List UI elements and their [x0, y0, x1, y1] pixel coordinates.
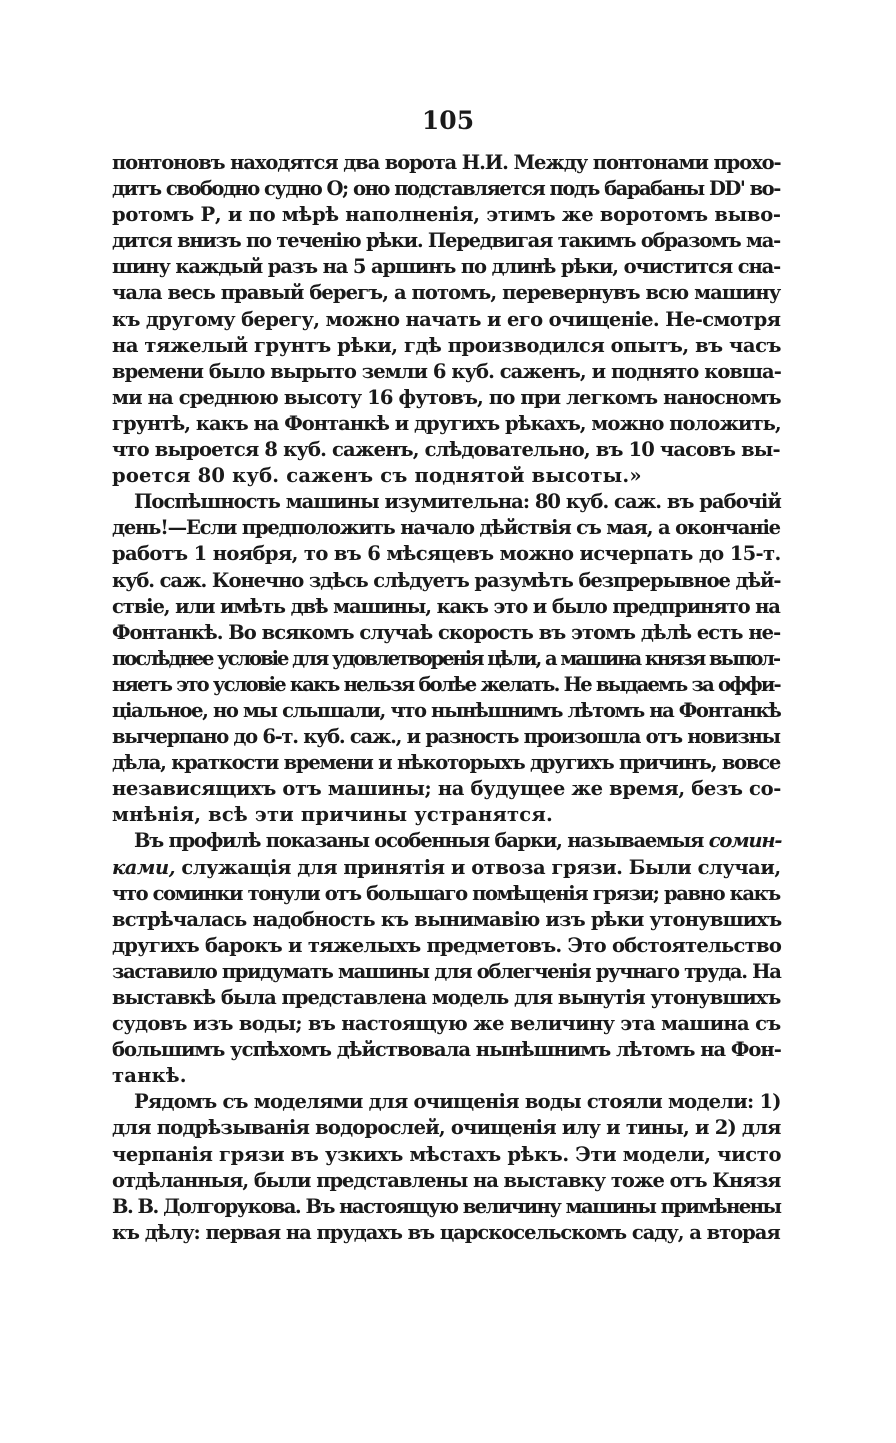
- italic-term: ками,: [112, 855, 176, 879]
- text-line: другихъ барокъ и тяжелыхъ предметовъ. Это обстоятельство: [112, 933, 782, 957]
- text-line: большимъ успѣхомъ дѣйствовала нынѣшнимъ лѣтомъ на Фон-: [112, 1038, 781, 1062]
- text-line: для подрѣзыванія водорослей, очищенія илу и тины, и 2) для: [112, 1116, 781, 1140]
- text-line: Фонтанкѣ. Во всякомъ случаѣ скорость въ этомъ дѣлѣ есть не-: [112, 620, 781, 644]
- text-line: судовъ изъ воды; въ настоящую же величину эта машина съ: [112, 1012, 781, 1036]
- italic-term: сомин-: [708, 829, 782, 853]
- text-line: В. В. Долгорукова. Въ настоящую величину машины примѣнены: [112, 1194, 781, 1218]
- text-line: грунтѣ, какъ на Фонтанкѣ и другихъ рѣкахъ, можно положить,: [112, 411, 781, 435]
- text-run: служащія для принятія и отвоза грязи. Были случаи,: [175, 855, 781, 879]
- body-text: [112, 150, 792, 1246]
- text-line: шину каждый разъ на 5 аршинъ по длинѣ рѣки, очистится сна-: [112, 255, 781, 279]
- text-line: ствіе, или имѣть двѣ машины, какъ это и было предпринято на: [112, 594, 780, 618]
- text-line: что выроется 8 куб. саженъ, слѣдовательно, въ 10 часовъ вы-: [112, 438, 780, 462]
- text-line: мнѣнія, всѣ эти причины устранятся.: [112, 803, 553, 827]
- text-line: няетъ это условіе какъ нельзя болѣе желать. Не выдаемъ за оффи-: [112, 672, 780, 696]
- text-line: черпанія грязи въ узкихъ мѣстахъ рѣкъ. Эти модели, чисто: [112, 1142, 782, 1166]
- text-run: Въ профилѣ показаны особенныя барки, называемыя: [134, 829, 709, 853]
- text-line: что соминки тонули отъ большаго помѣщенія грязи; равно какъ: [112, 881, 780, 905]
- text-line-sominki-1: [112, 828, 792, 854]
- text-line: на тяжелый грунтъ рѣки, гдѣ производился опытъ, въ часъ: [112, 333, 782, 357]
- text-line: отдѣланныя, были представлены на выставку тоже отъ Князя: [112, 1168, 781, 1192]
- text-line: дитъ свободно судно О; оно подставляется подъ барабаны DD' во-: [112, 177, 780, 201]
- text-line: вычерпано до 6-т. куб. саж., и разность произошла отъ новизны: [112, 725, 780, 749]
- text-line: выставкѣ была представлена модель для вынутія утонувшихъ: [112, 986, 781, 1009]
- page-number: 105: [421, 106, 475, 135]
- text-line: чала весь правый берегъ, а потомъ, перевернувъ всю машину: [112, 281, 781, 305]
- text-line: понтоновъ находятся два ворота Н.И. Между понтонами прохо-: [112, 151, 781, 174]
- text-line: послѣднее условіе для удовлетворенія цѣли, а машина князя выпол-: [112, 646, 780, 670]
- text-line: ми на среднюю высоту 16 футовъ, по при легкомъ наносномъ: [112, 385, 781, 409]
- text-line: къ дѣлу: первая на прудахъ въ царскосельскомъ саду, а вторая: [112, 1220, 780, 1244]
- text-line: танкѣ.: [112, 1064, 187, 1088]
- text-line: куб. саж. Конечно здѣсь слѣдуетъ разумѣть безпрерывное дѣй-: [112, 568, 781, 592]
- text-line: день!—Если предположить начало дѣйствія съ мая, а окончаніе: [112, 516, 780, 540]
- text-line: встрѣчалась надобность къ вынимавію изъ рѣки утонувшихъ: [112, 907, 782, 931]
- text-line: Рядомъ съ моделями для очищенія воды стояли модели: 1): [134, 1090, 781, 1114]
- text-line: дится внизъ по теченію рѣки. Передвигая такимъ образомъ ма-: [112, 229, 780, 253]
- text-line: независящихъ отъ машины; на будущее же время, безъ со-: [112, 777, 781, 801]
- text-line: роется 80 куб. саженъ съ поднятой высоты.»: [112, 464, 642, 488]
- text-line-sominki-2: [112, 855, 792, 881]
- text-line: Поспѣшность машины изумительна: 80 куб. саж. въ рабочій: [134, 490, 781, 514]
- text-line: заставило придумать машины для облегченія ручнаго труда. На: [112, 959, 781, 983]
- text-line: ціальное, но мы слышали, что нынѣшнимъ лѣтомъ на Фонтанкѣ: [112, 698, 781, 722]
- text-line: ротомъ Р, и по мѣрѣ наполненія, этимъ же воротомъ выво-: [112, 203, 781, 227]
- text-line: къ другому берегу, можно начать и его очищеніе. Не-смотря: [112, 307, 781, 331]
- text-line: времени было вырыто земли 6 куб. саженъ, и поднято ковша-: [112, 359, 781, 383]
- text-line: работъ 1 ноября, то въ 6 мѣсяцевъ можно исчерпать до 15-т.: [112, 542, 781, 566]
- text-line: дѣла, краткости времени и нѣкоторыхъ другихъ причинъ, вовсе: [112, 751, 781, 775]
